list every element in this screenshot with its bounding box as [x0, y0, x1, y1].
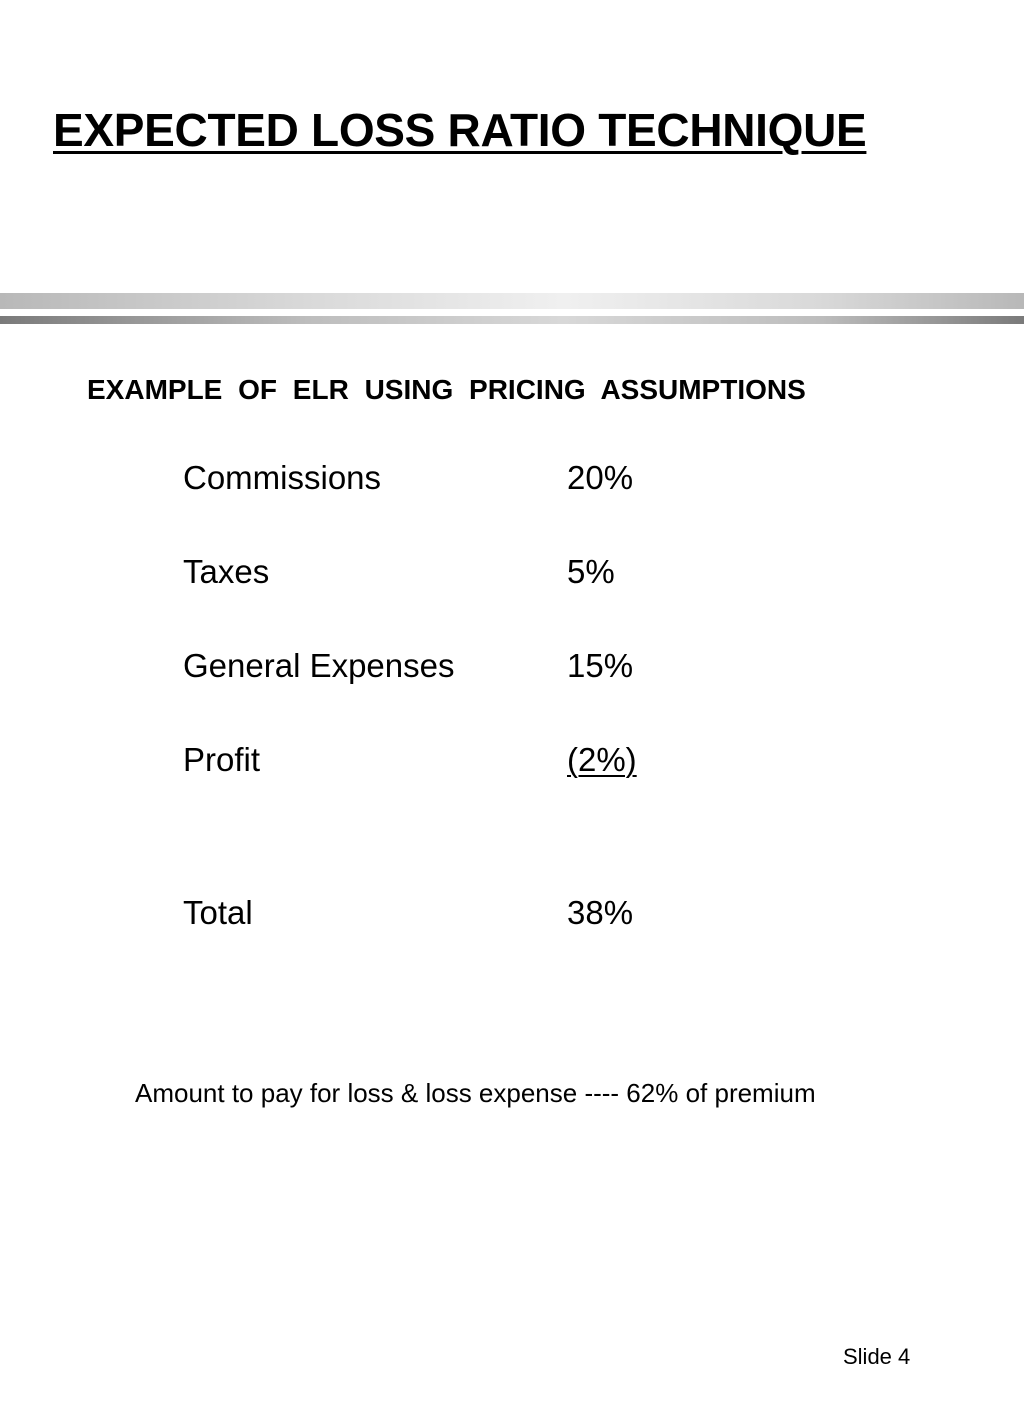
assumption-value: 15% [567, 647, 634, 684]
divider-band-top [0, 293, 1024, 309]
slide-number: Slide 4 [843, 1344, 911, 1369]
divider-band-bottom [0, 316, 1024, 324]
summary-note: Amount to pay for loss & loss expense ---- 62% of premium [135, 1078, 816, 1108]
assumption-row-commissions [0, 459, 1024, 503]
assumption-label: Commissions [183, 459, 382, 496]
section-heading: EXAMPLE OF ELR USING PRICING ASSUMPTIONS [87, 374, 806, 405]
assumption-row-profit [0, 741, 1024, 785]
assumption-label: Profit [183, 741, 261, 778]
total-label: Total [183, 894, 253, 931]
assumption-label: General Expenses [183, 647, 455, 684]
assumption-value: 20% [567, 459, 634, 496]
assumption-label: Taxes [183, 553, 270, 590]
assumption-value: (2%) [567, 741, 637, 778]
assumption-row-general-expenses [0, 647, 1024, 691]
total-row [0, 894, 1024, 938]
total-value: 38% [567, 894, 634, 931]
assumption-row-taxes [0, 553, 1024, 597]
assumption-value: 5% [567, 553, 615, 590]
slide-title: EXPECTED LOSS RATIO TECHNIQUE [53, 104, 867, 156]
